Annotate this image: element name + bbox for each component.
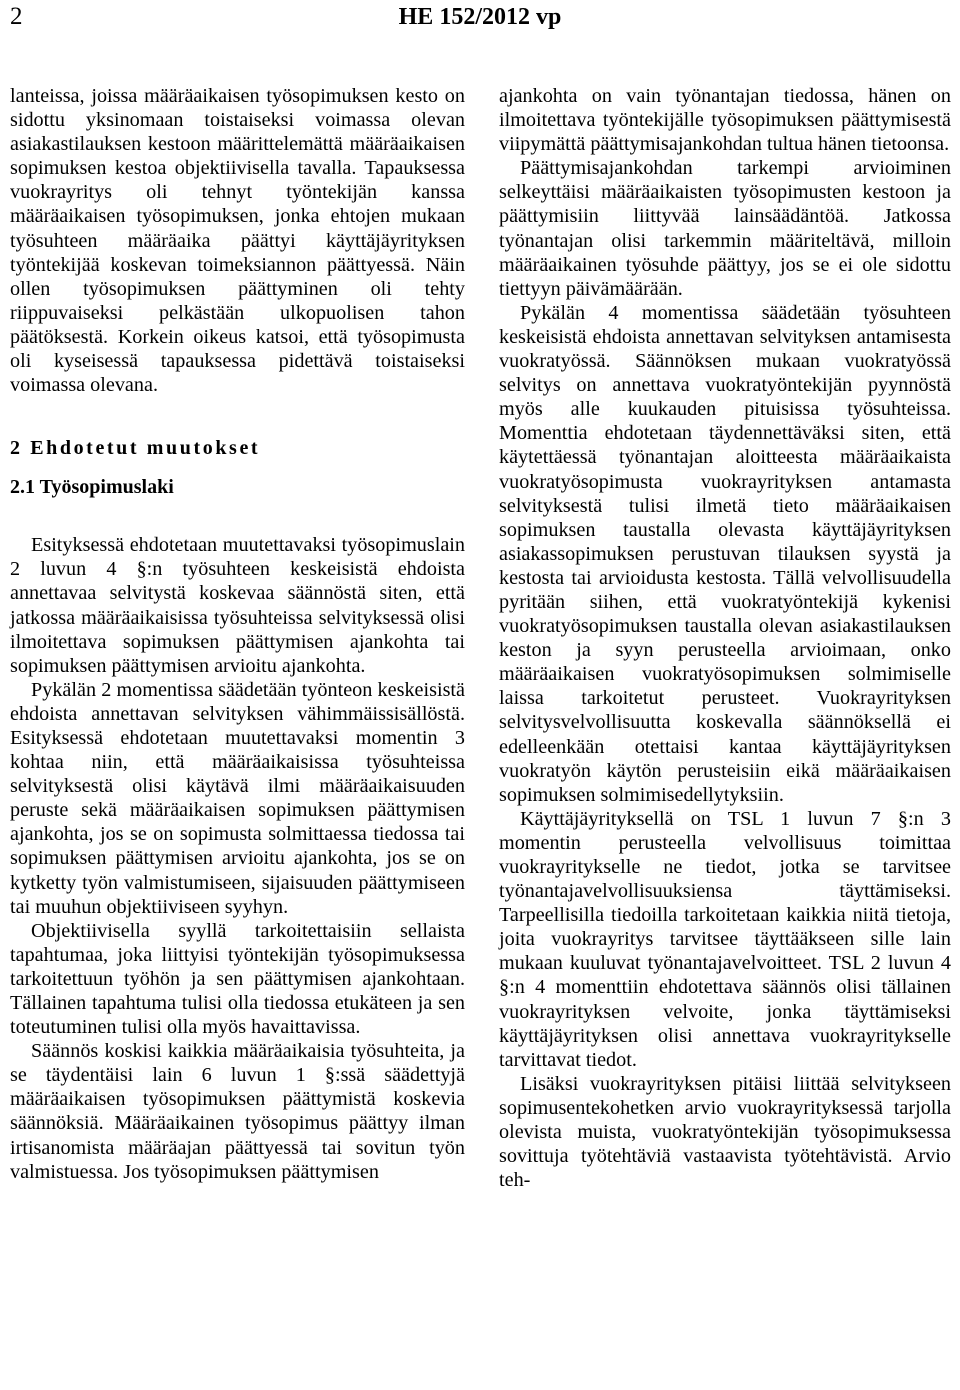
spacer	[10, 397, 465, 421]
paragraph: Pykälän 4 momentissa säädetään työsuhteen keskeisistä ehdoista annettavan selvityksen antamisesta vuokratyössä. Säännöksen mukaan vuokratyössä selvitys on annettava vuokratyöntekijän pyynnöstä myös alle kuukauden pituisissa työsuhteissa. Momenttia ehdotetaan täydennettäväksi siten, että käytettäessä työnantajan aloitteesta määräaikaista vuokratyösopimusta vuokrayrityksen antamasta selvityksestä tulisi ilmetä tieto määräaikaisen sopimuksen taustalla olevasta käyttäjäyrityksen asiakassopimuksen perustuvan tilauksen syystä ja kestosta tai arvioidusta kestosta. Tällä velvollisuudella pyritään siihen, että vuokratyöntekijä kykenisi vuokratyösopimuksen taustalla olevan asiakastilauksen keston ja syyn perusteella arvioimaan, onko määräaikaisen vuokratyösopimuksen solmimiselle laissa tarkoitetut perusteet. Vuokrayrityksen selvitysvelvollisuutta koskevalla säännöksellä ei edelleenkään otettaisi kantaa käyttäjäyrityksen vuokratyön käytön perusteisiin eikä määräaikaisen sopimuksen solmimisedellytyksiin.	[499, 301, 951, 806]
paragraph: ajankohta on vain työnantajan tiedossa, hänen on ilmoitettava työntekijälle työsopimuksen päättymisestä viipymättä päättymisajankohdan tultua hänen tietoonsa.	[499, 85, 951, 156]
paragraph: Esityksessä ehdotetaan muutettavaksi työsopimuslain 2 luvun 4 §:n työsuhteen keskeisistä ehdoista annettavaa selvitystä koskevaa säännöstä siten, että jatkossa määräaikaisissa työsuhteissa selvityksessä olisi ilmoitettava sopimuksen päättymisen ajankohta tai sopimuksen päättymisen arvioitu ajankohta.	[10, 534, 465, 677]
left-column	[10, 84, 465, 1184]
page-number: 2	[10, 3, 23, 30]
right-column	[499, 84, 951, 1192]
paragraph: Käyttäjäyrityksellä on TSL 1 luvun 7 §:n 3 momentin perusteella velvollisuus toimittaa vuokrayritykselle ne tiedot, jotka se tarvitsee työnantajavelvollisuuksiensa täyttämiseksi. Tarpeellisilla tiedoilla tarkoitetaan kaikkia niitä tietoja, joita vuokrayritys tarvitsee täyttääkseen sille lain mukaan kuuluvat työnantajavelvoitteet. TSL 2 luvun 4 §:n 4 momenttiin ehdotettava säännös olisi tällainen vuokrayrityksen velvoite, jonka täyttämiseksi käyttäjäyrityksen olisi annettava vuokrayritykselle tarvittavat tiedot.	[499, 807, 951, 1071]
paragraph: Säännös koskisi kaikkia määräaikaisia työsuhteita, ja se täydentäisi lain 6 luvun 1 §:ssä säädettyjä määräaikaisen työsopimuksen päättymistä koskevia säännöksiä. Määräaikainen työsopimus päättyy ilman irtisanomista määräajan päättyessä tai sovitun työn valmistuessa. Jos työsopimuksen päättymisen	[10, 1040, 465, 1183]
spacer	[10, 499, 465, 533]
paragraph: lanteissa, joissa määräaikaisen työsopimuksen kesto on sidottu yksinomaan toistaiseksi voimassa olevan asiakastilauksen kestoon määrittelemättä määräaikaisen sopimuksen kestoa objektiivisella tavalla. Tapauksessa vuokrayritys oli tehnyt työntekijän kanssa määräaikaisen työsopimuksen, jonka ehtojen mukaan työsuhteen määräaika päättyi käyttäjäyrityksen työntekijää koskevan toimeksiannon päättyessä. Näin ollen työsopimuksen päättyminen oli tehty riippuvaiseksi pelkästään ulkopuolisen tahon päätöksestä. Korkein oikeus katsoi, että työsopimusta oli kyseisessä tapauksessa pidettävä toistaiseksi voimassa olevana.	[10, 85, 465, 397]
section-heading: 2 Ehdotetut muutokset	[10, 437, 261, 460]
paragraph: Objektiivisella syyllä tarkoitettaisiin sellaista tapahtumaa, joka liittyisi työntekijän työsopimuksessa tarkoitettuun työhön ja sen päättymisen ajankohtaan. Tällainen tapahtuma tulisi olla tiedossa etukäteen ja sen toteutuminen tulisi olla myös havaittavissa.	[10, 919, 465, 1039]
document-id: HE 152/2012 vp	[398, 4, 562, 30]
subsection-heading: 2.1 Työsopimuslaki	[10, 476, 174, 499]
paragraph: Lisäksi vuokrayrityksen pitäisi liittää selvitykseen sopimusentekohetken arvio vuokrayrityksessä tarjolla olevista muista, vuokratyöntekijän työsopimuksessa sovittuja työtehtäviä vastaavista työtehtävistä. Arvio teh-	[499, 1072, 951, 1192]
paragraph: Päättymisajankohdan tarkempi arvioiminen selkeyttäisi määräaikaisten työsopimusten kestoon ja päättymisiin liittyvää lainsäädäntöä. Jatkossa työnantajan olisi tarkemmin määriteltävä, milloin määräaikainen työsuhde päättyy, jos se ei ole sidottu tiettyyn päivämäärään.	[499, 157, 951, 300]
paragraph: Pykälän 2 momentissa säädetään työnteon keskeisistä ehdoista annettavan selvityksen vähimmäissisällöstä. Esityksessä ehdotetaan muutettavaksi momentin 3 kohtaa niin, että määräaikaisissa työsuhteissa selvityksestä olisi käytävä ilmi määräaikaisuuden peruste sekä määräaikaisen sopimuksen päättymisen ajankohta, jos se on sopimusta solmittaessa tiedossa tai sopimuksen päättymisen arvioitu ajankohta, jos se on kytketty työn valmistumiseen, sijaisuuden päättymiseen tai muuhun objektiiviseen syyhyn.	[10, 678, 465, 918]
